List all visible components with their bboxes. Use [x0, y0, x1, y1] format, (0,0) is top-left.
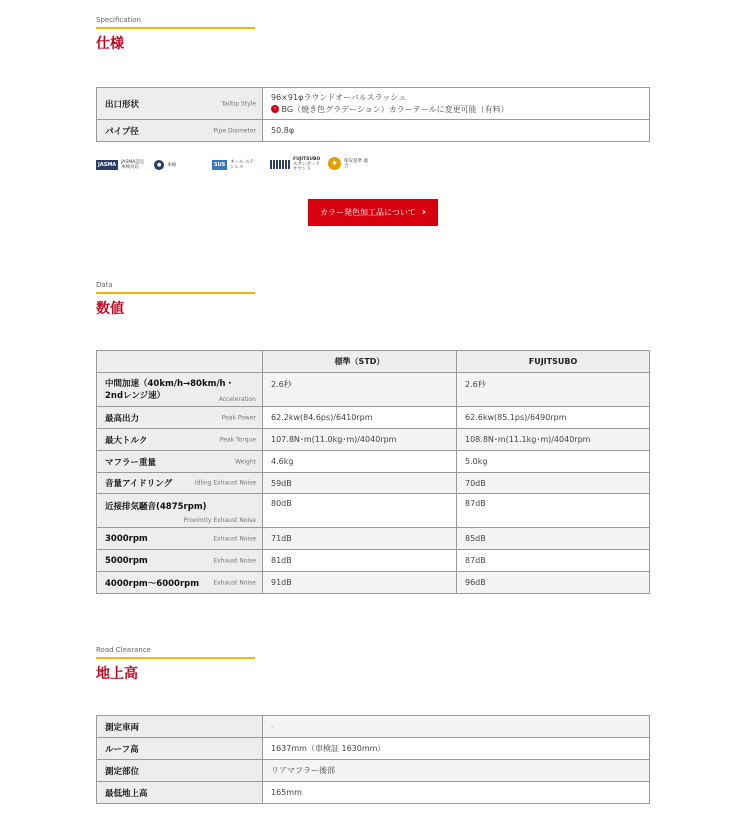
fujitsubo-value: 96dB — [457, 572, 650, 594]
fujitsubo-value: 85dB — [457, 528, 650, 550]
jasma-badge — [96, 160, 149, 170]
badge-text: JASMA認定 車検対応 — [121, 160, 145, 170]
table-row — [97, 120, 650, 142]
std-value: 4.6kg — [263, 451, 457, 473]
section-title: 数値 — [96, 301, 124, 317]
row-label-en: Peak Power — [221, 414, 256, 421]
badge-brand: FUJITSUBO — [293, 157, 321, 162]
row-label-en: Peak Torque — [219, 436, 256, 443]
table-row — [97, 494, 650, 528]
row-label-cell — [97, 88, 263, 120]
standard-seal-icon: ★ — [328, 157, 341, 170]
row-label: 音量アイドリング — [105, 479, 173, 489]
row-label-cell — [97, 760, 263, 782]
sound-badge — [270, 157, 323, 172]
section-label: Specification — [96, 16, 141, 24]
row-label-cell — [97, 451, 263, 473]
row-value-text: BG（焼き色グラデーション）カラーテールに変更可能（有料） — [281, 104, 509, 114]
fujitsubo-value: 87dB — [457, 494, 650, 528]
stainless-icon: SUS — [214, 162, 226, 168]
row-label-cell — [97, 407, 263, 429]
row-label-en: Exhaust Noise — [213, 579, 256, 586]
row-value: リアマフラー後部 — [263, 760, 650, 782]
std-value: 107.8N･m(11.0kg･m)/4040rpm — [263, 429, 457, 451]
row-value: 165mm — [263, 782, 650, 804]
row-label-cell — [97, 716, 263, 738]
row-value-cell — [263, 88, 650, 120]
arrow-circle-icon: › — [271, 105, 279, 113]
std-value: 71dB — [263, 528, 457, 550]
row-label-cell — [97, 572, 263, 594]
column-header — [97, 351, 263, 373]
table-row — [97, 550, 650, 572]
row-label: 測定車両 — [105, 722, 140, 733]
fujitsubo-value: 5.0kg — [457, 451, 650, 473]
table-row — [97, 716, 650, 738]
table-row — [97, 782, 650, 804]
table-header-row — [97, 351, 650, 373]
row-label: 最高出力 — [105, 413, 140, 424]
badge-text: オール ステンレス — [230, 160, 255, 170]
column-header: 標準（STD） — [263, 351, 457, 373]
row-label-cell — [97, 528, 263, 550]
badge-text: 保安基準 適合 — [344, 158, 368, 169]
fujitsubo-value: 70dB — [457, 473, 650, 494]
row-label: 5000rpm — [105, 555, 148, 566]
table-row — [97, 572, 650, 594]
column-header: FUJITSUBO — [457, 351, 650, 373]
std-value: 62.2kw(84.6ps)/6410rpm — [263, 407, 457, 429]
section-label: Data — [96, 281, 113, 289]
standard-badge — [328, 157, 372, 170]
row-value: - — [263, 716, 650, 738]
spec-table — [96, 87, 650, 142]
badge-text: スタンダード サウンド — [293, 162, 320, 172]
row-label: 3000rpm — [105, 533, 148, 544]
row-label-cell — [97, 782, 263, 804]
row-value: 50.8φ — [263, 120, 650, 142]
section-title: 仕様 — [96, 36, 124, 52]
row-label-cell — [97, 120, 263, 142]
row-label-cell — [97, 373, 263, 407]
row-label-en: Idling Exhaust Noise — [194, 479, 256, 487]
color-processing-button[interactable] — [308, 199, 438, 226]
section-rule — [96, 657, 255, 659]
badge-text: 車検 — [167, 162, 177, 168]
row-label-en: Acceleration — [218, 396, 256, 403]
clearance-table — [96, 715, 650, 804]
table-row — [97, 88, 650, 120]
spec-heading — [96, 16, 650, 53]
table-row — [97, 451, 650, 473]
data-heading — [96, 281, 650, 318]
row-label-en: Proximity Exhaust Noise — [183, 517, 256, 524]
std-value: 59dB — [263, 473, 457, 494]
row-label: 4000rpm～6000rpm — [105, 578, 200, 589]
row-label: パイプ径 — [105, 126, 139, 137]
row-label: マフラー重量 — [105, 457, 157, 468]
table-row — [97, 738, 650, 760]
button-label: カラー発色加工品について — [320, 208, 416, 217]
row-label-cell — [97, 494, 263, 528]
row-label-en: Exhaust Noise — [213, 535, 256, 542]
fujitsubo-value: 108.8N･m(11.1kg･m)/4040rpm — [457, 429, 650, 451]
row-label-en: Pipe Diameter — [213, 127, 256, 134]
jasma-logo-icon: JASMA — [98, 162, 117, 168]
row-label-en: Weight — [235, 458, 256, 465]
section-rule — [96, 292, 255, 294]
row-label: 最大トルク — [105, 435, 148, 446]
row-label-en: Exhaust Noise — [213, 557, 256, 564]
section-label: Road Clearance — [96, 646, 151, 654]
section-rule — [96, 27, 255, 29]
std-value: 80dB — [263, 494, 457, 528]
std-value: 2.6秒 — [263, 373, 457, 407]
chevron-right-icon: › — [421, 207, 426, 218]
row-label: 出口形状 — [105, 99, 140, 110]
fujitsubo-value: 87dB — [457, 550, 650, 572]
certification-badges — [96, 157, 396, 177]
row-label-cell — [97, 473, 263, 494]
row-label: 最低地上高 — [105, 788, 148, 799]
row-label-cell — [97, 429, 263, 451]
stainless-badge — [212, 160, 256, 170]
section-title: 地上高 — [96, 666, 138, 682]
row-label: 中間加速（40km/h→80km/h・2ndレンジ速） — [105, 378, 235, 401]
row-value-note — [271, 104, 641, 116]
row-value: 96×91φラウンドオーバルスラッシュ — [271, 92, 407, 102]
sound-bars-icon — [270, 160, 290, 169]
row-label: ルーフ高 — [105, 744, 139, 755]
clearance-heading — [96, 646, 650, 683]
row-label: 近接排気騒音(4875rpm) — [105, 501, 207, 512]
inspection-badge — [154, 160, 176, 170]
fujitsubo-value: 62.6kw(85.1ps)/6490rpm — [457, 407, 650, 429]
table-row — [97, 429, 650, 451]
table-row — [97, 528, 650, 550]
row-label-cell — [97, 738, 263, 760]
table-row — [97, 473, 650, 494]
row-label-en: Tailtip Style — [221, 100, 256, 107]
inspection-icon: ● — [154, 160, 164, 170]
std-value: 91dB — [263, 572, 457, 594]
data-table — [96, 350, 650, 594]
fujitsubo-value: 2.6秒 — [457, 373, 650, 407]
std-value: 81dB — [263, 550, 457, 572]
row-label-cell — [97, 550, 263, 572]
row-value: 1637mm（車検証 1630mm） — [263, 738, 650, 760]
table-row — [97, 760, 650, 782]
row-label: 測定部位 — [105, 766, 140, 777]
table-row — [97, 373, 650, 407]
table-row — [97, 407, 650, 429]
